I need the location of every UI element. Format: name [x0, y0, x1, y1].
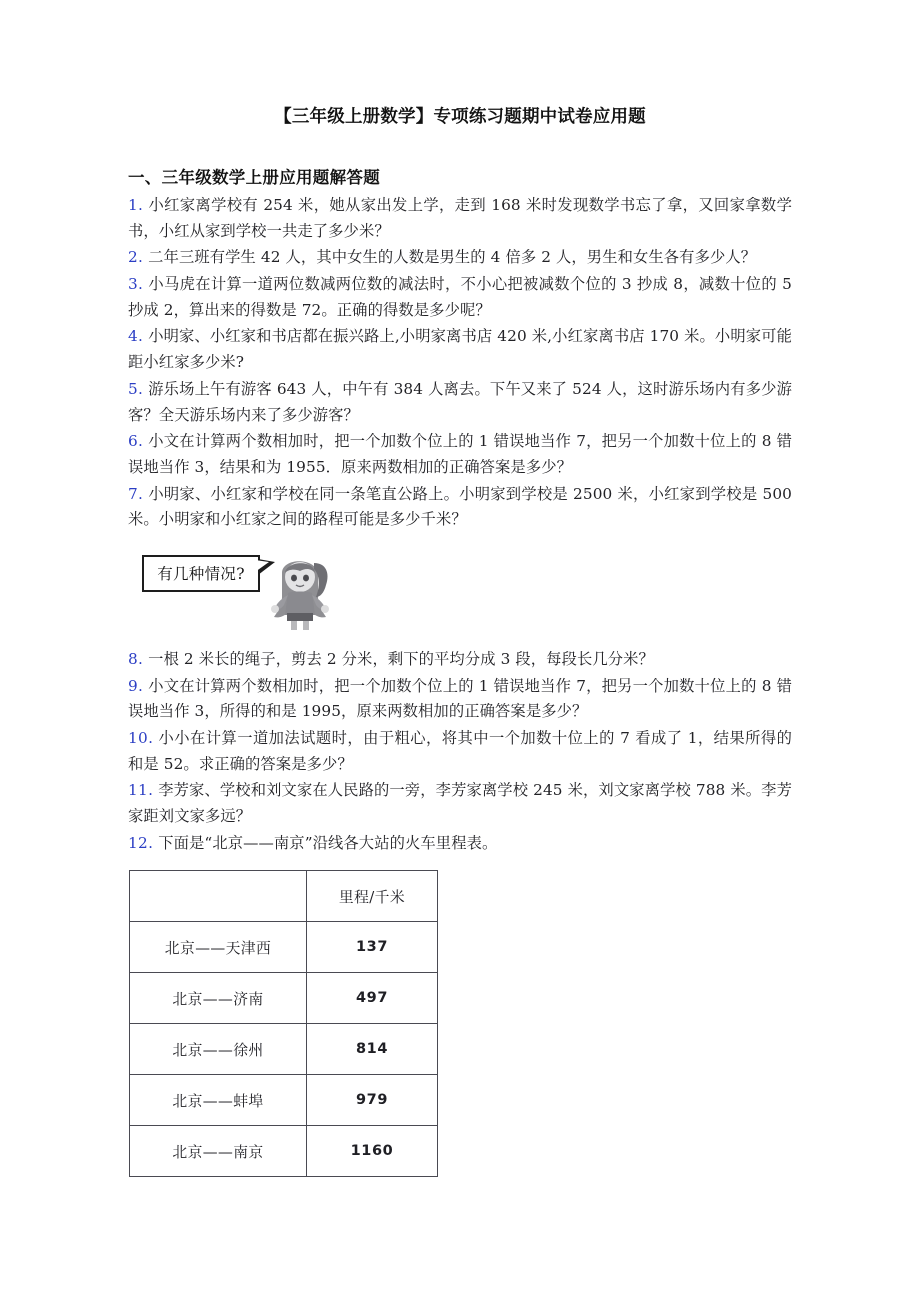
question-item — [128, 193, 792, 244]
question-text: 下面是“北京——南京”沿线各大站的火车里程表。 — [158, 833, 498, 852]
question-number: 3. — [128, 275, 144, 294]
question-item — [128, 778, 792, 829]
question-text: 小文在计算两个数相加时，把一个加数个位上的 1 错误地当作 7，把另一个加数十位上的 8 错误地当作 3，结果和为 1955．原来两数相加的正确答案是多少？ — [128, 432, 792, 476]
question-number: 8. — [128, 649, 144, 668]
table-cell-station: 北京——南京 — [130, 1126, 307, 1177]
table-cell-station: 北京——徐州 — [130, 1024, 307, 1075]
question-item — [128, 726, 792, 777]
question-item — [128, 377, 792, 428]
table-cell-mileage: 1160 — [307, 1126, 438, 1177]
table-cell-mileage: 497 — [307, 973, 438, 1024]
illustration-speech-bubble-figure — [134, 547, 792, 639]
table-cell-mileage: 979 — [307, 1075, 438, 1126]
question-text: 小文在计算两个数相加时，把一个加数个位上的 1 错误地当作 7，把另一个加数十位上的 8 错误地当作 3，所得的和是 1995，原来两数相加的正确答案是多少？ — [128, 676, 792, 721]
question-text: 小红家离学校有 254 米，她从家出发上学，走到 168 米时发现数学书忘了拿，又回家拿数学书，小红从家到学校一共走了多少米？ — [128, 196, 792, 240]
mileage-table — [129, 870, 438, 1177]
table-cell-mileage: 137 — [307, 922, 438, 973]
question-text: 二年三班有学生 42 人，其中女生的人数是男生的 4 倍多 2 人，男生和女生各有多少人？ — [148, 248, 757, 267]
question-number: 9. — [128, 676, 144, 695]
question-number: 6. — [128, 432, 144, 451]
table-cell-mileage: 814 — [307, 1024, 438, 1075]
question-item — [128, 324, 792, 375]
question-text: 李芳家、学校和刘文家在人民路的一旁，李芳家离学校 245 米，刘文家离学校 788 米。李芳家距刘文家多远？ — [128, 781, 792, 826]
question-text: 小马虎在计算一道两位数减两位数的减法时，不小心把被减数个位的 3 抄成 8，减数十位的 5 抄成 2，算出来的得数是 72。正确的得数是多少呢？ — [128, 275, 792, 319]
table-cell-station: 北京——天津西 — [130, 922, 307, 973]
question-number: 1. — [128, 196, 144, 214]
girl-cartoon-icon — [260, 547, 340, 631]
question-number: 10. — [128, 729, 154, 747]
table-cell-station: 北京——蚌埠 — [130, 1075, 307, 1126]
question-number: 2. — [128, 248, 144, 267]
question-number: 12. — [128, 833, 154, 852]
table-row-header — [130, 871, 438, 922]
question-text: 小明家、小红家和书店都在振兴路上,小明家离书店 420 米,小红家离书店 170 米。小明家可能距小红家多少米? — [128, 327, 792, 372]
table-row — [130, 1126, 438, 1177]
question-number: 11. — [128, 781, 154, 800]
question-text: 一根 2 米长的绳子，剪去 2 分米，剩下的平均分成 3 段，每段长几分米？ — [148, 649, 654, 668]
question-item — [128, 245, 792, 271]
question-text: 小小在计算一道加法试题时，由于粗心，将其中一个加数十位上的 7 看成了 1，结果所得的和是 52。求正确的答案是多少？ — [128, 729, 793, 773]
question-number: 4. — [128, 327, 144, 346]
question-number: 5. — [128, 379, 144, 398]
question-item — [128, 831, 792, 857]
table-cell-mileage-header: 里程/千米 — [307, 871, 438, 922]
question-item — [128, 647, 792, 673]
mileage-table-wrapper — [129, 870, 792, 1177]
section-heading: 一、三年级数学上册应用题解答题 — [128, 168, 380, 188]
table-cell-station: 北京——济南 — [130, 973, 307, 1024]
question-item — [128, 272, 792, 323]
table-row — [130, 1075, 438, 1126]
question-item — [128, 429, 792, 480]
table-row — [130, 973, 438, 1024]
speech-bubble-text: 有几种情况? — [157, 565, 245, 584]
question-text: 游乐场上午有游客 643 人，中午有 384 人离去。下午又来了 524 人，这时游乐场内有多少游客？全天游乐场内来了多少游客？ — [128, 379, 792, 424]
question-item — [128, 482, 792, 533]
question-number: 7. — [128, 484, 144, 503]
question-text: 小明家、小红家和学校在同一条笔直公路上。小明家到学校是 2500 米，小红家到学校是 500 米。小明家和小红家之间的路程可能是多少千米？ — [128, 484, 792, 529]
table-cell-station-header — [130, 871, 307, 922]
page-title: 【三年级上册数学】专项练习题期中试卷应用题 — [274, 107, 646, 127]
table-row — [130, 1024, 438, 1075]
table-row — [130, 922, 438, 973]
question-item — [128, 674, 792, 725]
speech-bubble — [142, 555, 260, 592]
